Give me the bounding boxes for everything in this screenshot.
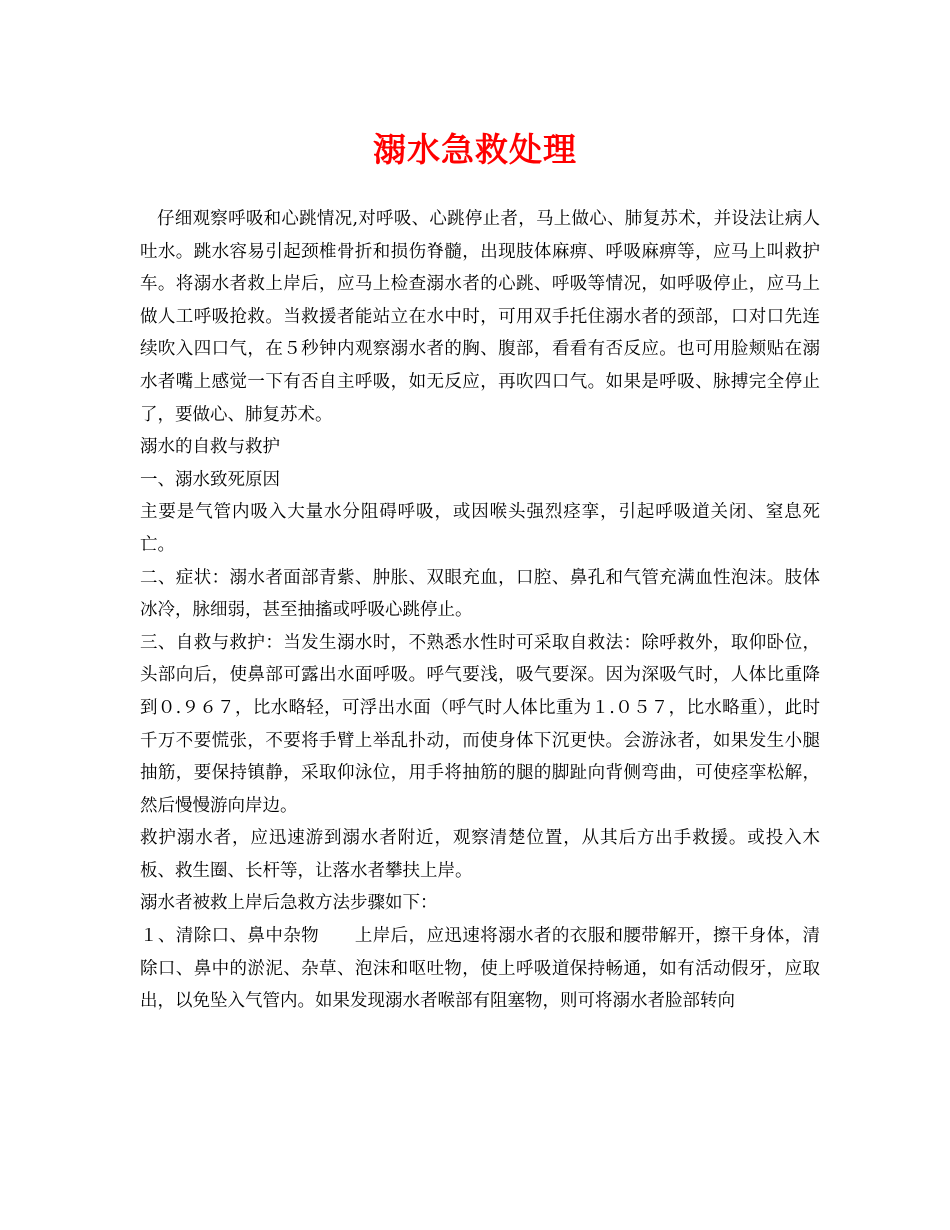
paragraph-rescue-others: 救护溺水者，应迅速游到溺水者附近，观察清楚位置，从其后方出手救援。或投入木板、救生圈、长杆等，让落水者攀扶上岸。 bbox=[140, 828, 820, 881]
document-title: 溺水急救处理 bbox=[373, 130, 577, 169]
paragraph-self-rescue: 三、自救与救护：当发生溺水时，不熟悉水性时可采取自救法：除呼救外，取仰卧位，头部向后，使鼻部可露出水面呼吸。呼气要浅，吸气要深。因为深吸气时，人体比重降到０.９６７，比水略轻，可浮出水面（呼气时人体比重为１.０５７，比水略重），此时千万不要慌张，不要将手臂上举乱扑动，而使身体下沉更快。会游泳者，如果发生小腿抽筋，要保持镇静，采取仰泳位，用手将抽筋的腿的脚趾向背侧弯曲，可使痉挛松解，然后慢慢游向岸边。 bbox=[140, 632, 820, 816]
document-body bbox=[140, 203, 820, 1018]
section-heading-self-rescue: 溺水的自救与救护 bbox=[140, 437, 280, 458]
paragraph-first-aid-intro: 溺水者被救上岸后急救方法步骤如下： bbox=[140, 893, 438, 914]
paragraph-symptoms: 二、症状：溺水者面部青紫、肿胀、双眼充血，口腔、鼻孔和气管充满血性泡沫。肢体冰冷，脉细弱，甚至抽搐或呼吸心跳停止。 bbox=[140, 567, 820, 621]
section-heading-cause-of-death: 一、溺水致死原因 bbox=[140, 469, 280, 490]
paragraph-cause-of-death: 主要是气管内吸入大量水分阻碍呼吸，或因喉头强烈痉挛，引起呼吸道关闭、窒息死亡。 bbox=[140, 502, 820, 555]
paragraph-intro: 仔细观察呼吸和心跳情况,对呼吸、心跳停止者，马上做心、肺复苏术，并设法让病人吐水。跳水容易引起颈椎骨折和损伤脊髓，出现肢体麻痹、呼吸麻痹等，应马上叫救护车。将溺水者救上岸后，应马上检查溺水者的心跳、呼吸等情况，如呼吸停止，应马上做人工呼吸抢救。当救援者能站立在水中时，可用双手托住溺水者的颈部，口对口先连续吹入四口气，在５秒钟内观察溺水者的胸、腹部，看看有否反应。也可用脸颊贴在溺水者嘴上感觉一下有否自主呼吸，如无反应，再吹四口气。如果是呼吸、脉搏完全停止了，要做心、肺复苏术。 bbox=[140, 209, 820, 425]
paragraph-step-1: １、清除口、鼻中杂物 上岸后，应迅速将溺水者的衣服和腰带解开，擦干身体，清除口、鼻中的淤泥、杂草、泡沫和呕吐物，使上呼吸道保持畅通，如有活动假牙，应取出，以免坠入气管内。如果发现溺水者喉部有阻塞物，则可将溺水者脸部转向 bbox=[140, 926, 820, 1012]
